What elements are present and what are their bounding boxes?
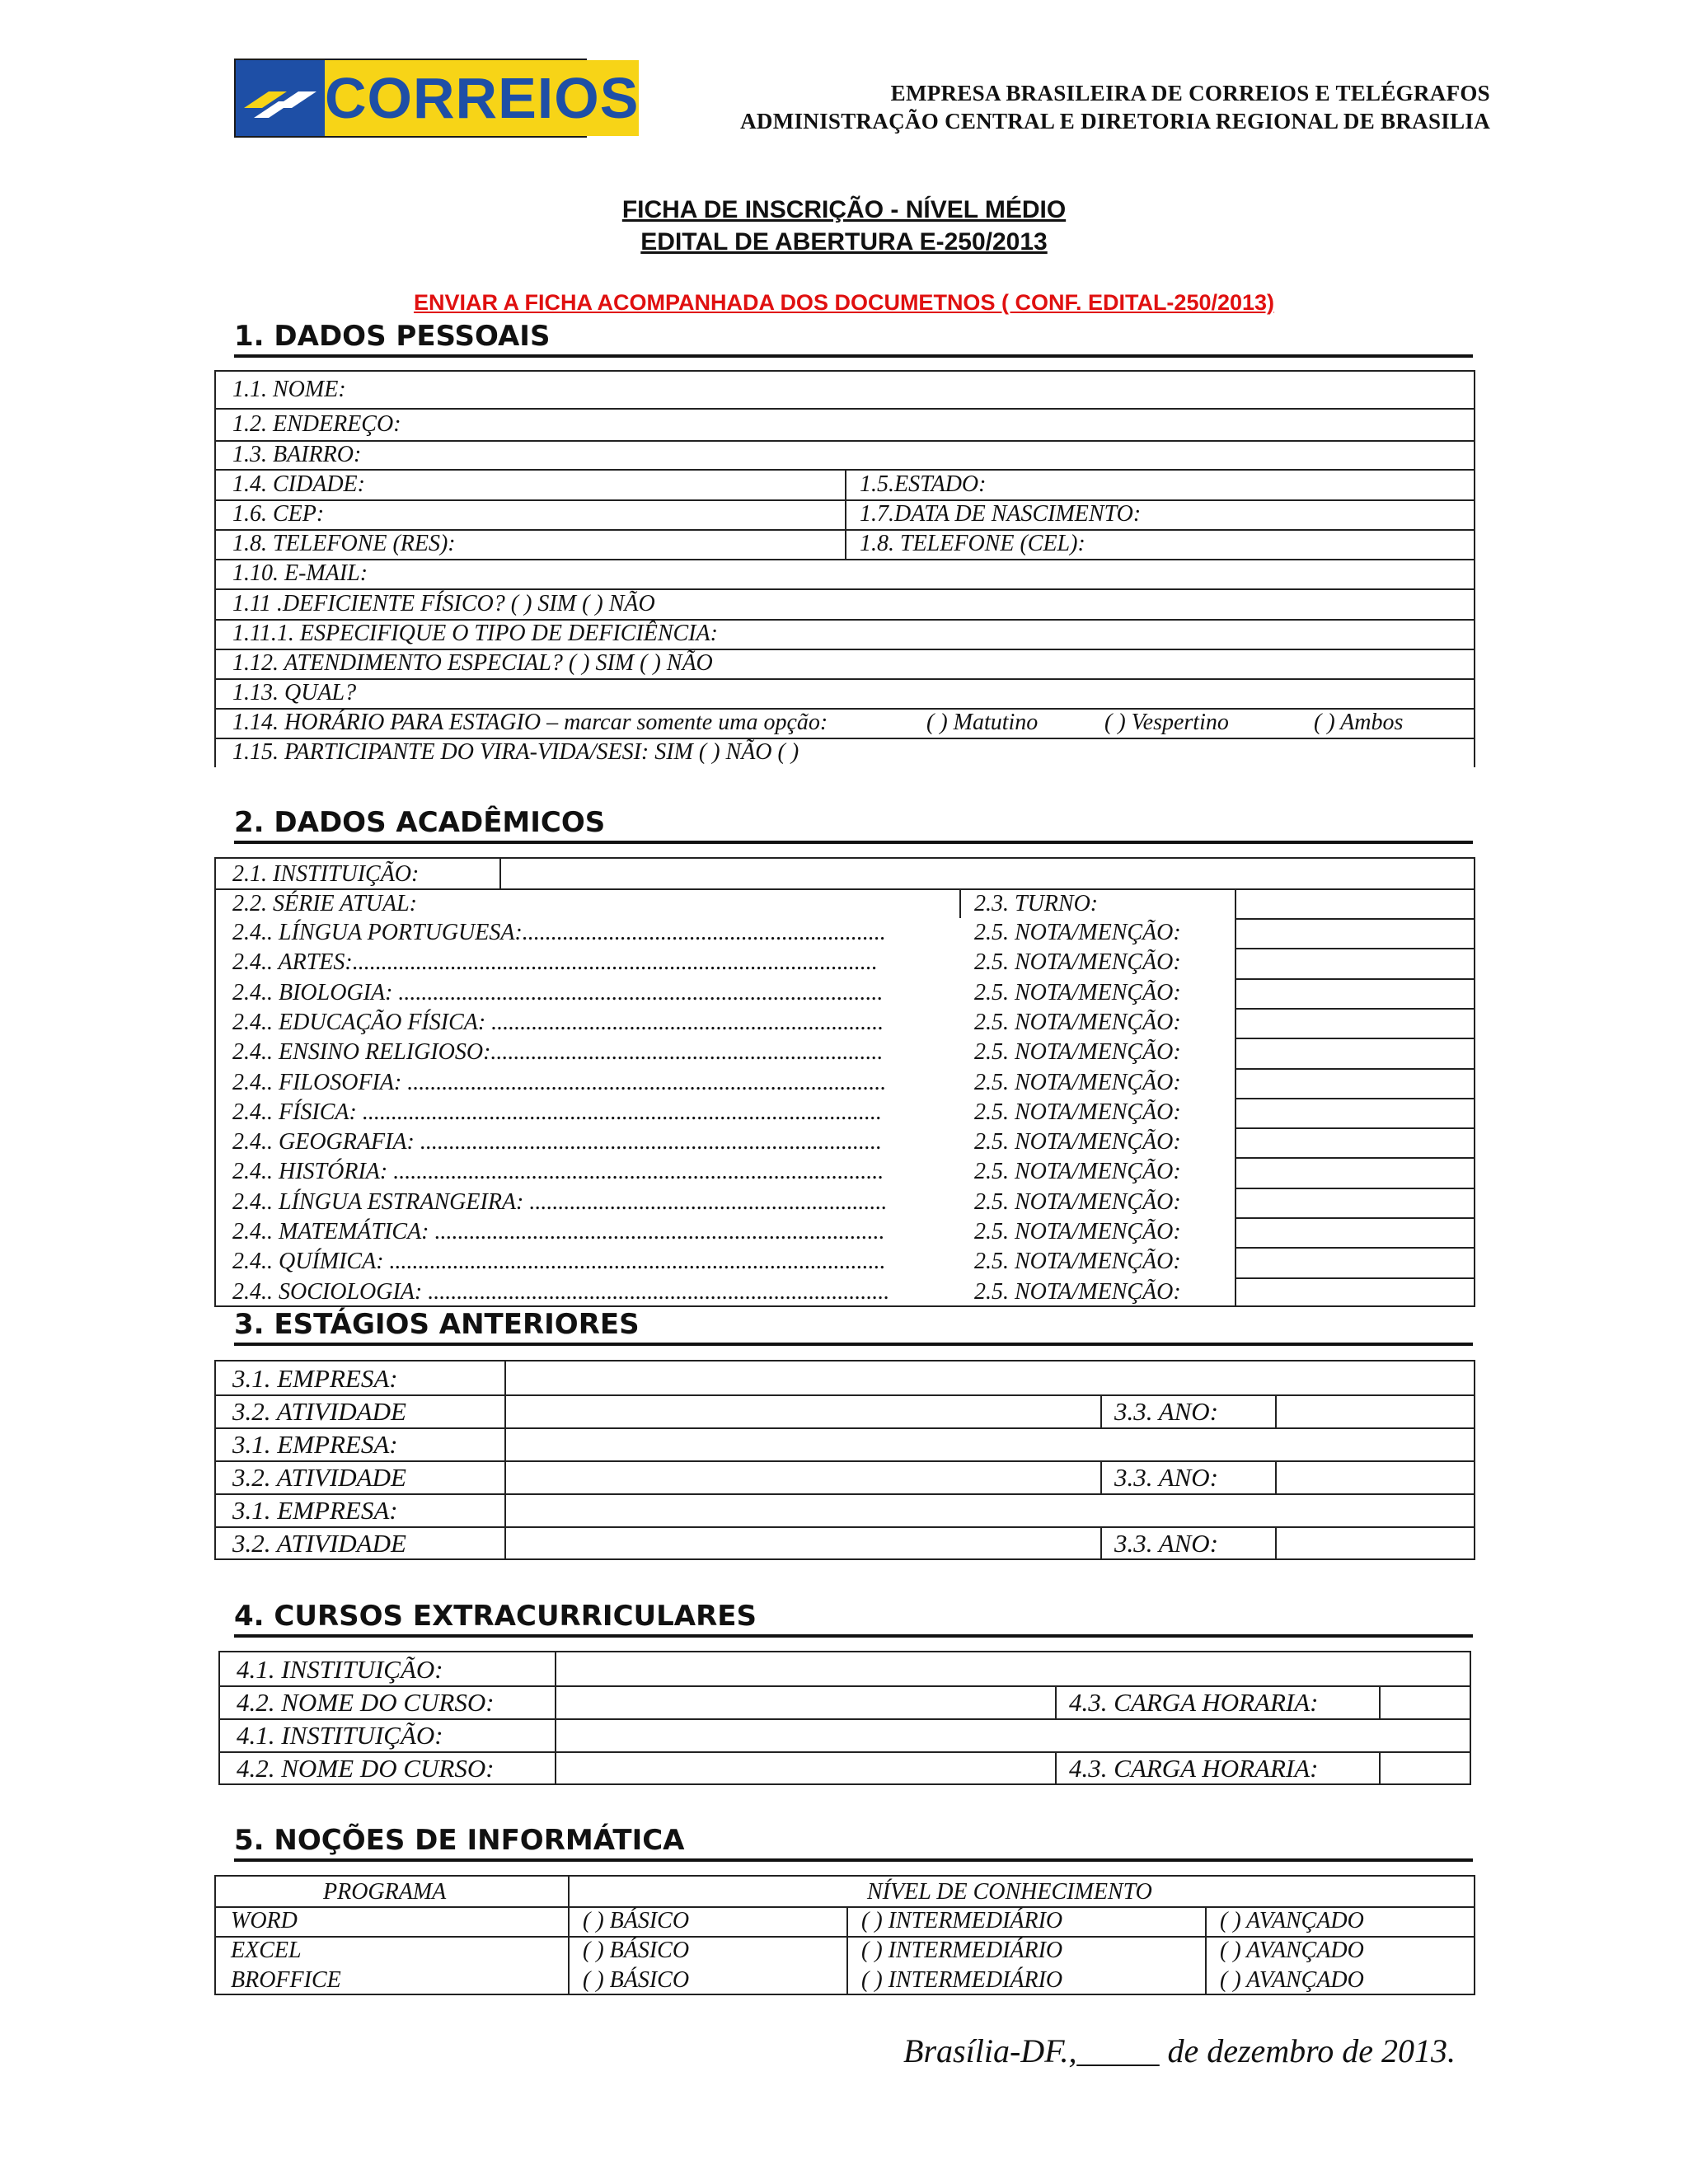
correios-logo — [234, 59, 640, 138]
nota-mencao-label: 2.5. NOTA/MENÇÃO: — [974, 920, 1181, 945]
program-name: WORD — [231, 1908, 298, 1933]
nota-input[interactable] — [1236, 1070, 1475, 1098]
subject-row-label: 2.4.. QUÍMICA: ...................................................................................... — [232, 1249, 886, 1275]
nota-mencao-label: 2.5. NOTA/MENÇÃO: — [974, 949, 1181, 976]
subject-row-label: 2.4.. FILOSOFIA: ................................................................................... — [232, 1069, 887, 1095]
field-carga-horaria-2[interactable]: 4.3. CARGA HORARIA: — [1069, 1754, 1319, 1783]
field-curso-instituicao-2[interactable]: 4.1. INSTITUIÇÃO: — [237, 1721, 443, 1750]
computer-skills-table — [214, 1875, 1475, 1995]
subject-row-label: 2.4.. LÍNGUA ESTRANGEIRA: .............................................................. — [232, 1188, 888, 1215]
field-cidade[interactable]: 1.4. CIDADE: — [232, 471, 365, 497]
field-telefone-res[interactable]: 1.8. TELEFONE (RES): — [232, 531, 456, 556]
section-heading-cursos: 4. CURSOS EXTRACURRICULARES — [234, 1600, 1473, 1638]
field-telefone-cel[interactable]: 1.8. TELEFONE (CEL): — [860, 531, 1085, 556]
field-empresa-3[interactable]: 3.1. EMPRESA: — [232, 1496, 398, 1525]
option-basico[interactable]: ( ) BÁSICO — [583, 1967, 690, 1993]
nota-input[interactable] — [1236, 1129, 1475, 1157]
nota-input[interactable] — [1236, 1159, 1475, 1187]
subject-row-label: 2.4.. GEOGRAFIA: ................................................................................ — [232, 1129, 882, 1155]
field-endereco[interactable]: 1.2. ENDEREÇO: — [232, 411, 401, 437]
field-nome-curso-1[interactable]: 4.2. NOME DO CURSO: — [237, 1688, 495, 1717]
section-heading-estagios-anteriores: 3. ESTÁGIOS ANTERIORES — [234, 1308, 1473, 1346]
nota-input[interactable] — [1236, 1010, 1475, 1038]
option-avancado[interactable]: ( ) AVANÇADO — [1220, 1908, 1364, 1933]
field-data-nascimento[interactable]: 1.7.DATA DE NASCIMENTO: — [860, 501, 1142, 527]
section-heading-dados-pessoais: 1. DADOS PESSOAIS — [234, 320, 1473, 358]
program-name: BROFFICE — [231, 1967, 341, 1993]
field-empresa-2[interactable]: 3.1. EMPRESA: — [232, 1430, 398, 1459]
nota-mencao-label: 2.5. NOTA/MENÇÃO: — [974, 1099, 1181, 1125]
field-ano-3[interactable]: 3.3. ANO: — [1114, 1529, 1219, 1558]
field-nome[interactable]: 1.1. NOME: — [232, 377, 346, 402]
nota-mencao-label: 2.5. NOTA/MENÇÃO: — [974, 1039, 1181, 1066]
field-ano-1[interactable]: 3.3. ANO: — [1114, 1397, 1219, 1426]
subject-row-label: 2.4.. FÍSICA: .......................................................................................... — [232, 1099, 882, 1125]
field-empresa-1[interactable]: 3.1. EMPRESA: — [232, 1364, 398, 1393]
field-atividade-1[interactable]: 3.2. ATIVIDADE — [232, 1397, 406, 1426]
field-atividade-3[interactable]: 3.2. ATIVIDADE — [232, 1529, 406, 1558]
date-signature-line[interactable]: Brasília-DF.,_____ de dezembro de 2013. — [903, 2032, 1456, 2069]
field-qual[interactable]: 1.13. QUAL? — [232, 680, 357, 705]
nota-mencao-label: 2.5. NOTA/MENÇÃO: — [974, 1278, 1181, 1305]
form-subtitle: EDITAL DE ABERTURA E-250/2013 — [640, 228, 1048, 255]
section-heading-dados-academicos: 2. DADOS ACADÊMICOS — [234, 806, 1473, 844]
correios-logo-mark — [236, 60, 325, 136]
option-matutino[interactable]: ( ) Matutino — [926, 710, 1039, 735]
field-atendimento-especial[interactable]: 1.12. ATENDIMENTO ESPECIAL? ( ) SIM ( ) NÃO — [232, 650, 713, 676]
nota-mencao-label: 2.5. NOTA/MENÇÃO: — [974, 1009, 1181, 1035]
nota-input[interactable] — [1236, 1039, 1475, 1067]
courses-table — [218, 1651, 1471, 1785]
column-programa: PROGRAMA — [323, 1879, 447, 1905]
field-deficiente-fisico[interactable]: 1.11 .DEFICIENTE FÍSICO? ( ) SIM ( ) NÃO — [232, 591, 655, 616]
subject-row-label: 2.4.. LÍNGUA PORTUGUESA:............................................................... — [232, 920, 886, 945]
nota-input[interactable] — [1236, 1099, 1475, 1127]
option-basico[interactable]: ( ) BÁSICO — [583, 1908, 690, 1933]
field-curso-instituicao-1[interactable]: 4.1. INSTITUIÇÃO: — [237, 1655, 443, 1684]
field-horario-estagio: 1.14. HORÁRIO PARA ESTAGIO – marcar somente uma opção: — [232, 710, 828, 735]
nota-mencao-label: 2.5. NOTA/MENÇÃO: — [974, 979, 1181, 1005]
org-department: ADMINISTRAÇÃO CENTRAL E DIRETORIA REGIONAL DE BRASILIA — [740, 109, 1490, 134]
subject-row-label: 2.4.. ENSINO RELIGIOSO:.................................................................... — [232, 1039, 884, 1066]
field-carga-horaria-1[interactable]: 4.3. CARGA HORARIA: — [1069, 1688, 1319, 1717]
nota-input[interactable] — [1236, 1189, 1475, 1217]
nota-mencao-label: 2.5. NOTA/MENÇÃO: — [974, 1159, 1181, 1185]
field-nome-curso-2[interactable]: 4.2. NOME DO CURSO: — [237, 1754, 495, 1783]
option-avancado[interactable]: ( ) AVANÇADO — [1220, 1967, 1364, 1993]
field-atividade-2[interactable]: 3.2. ATIVIDADE — [232, 1463, 406, 1492]
nota-input[interactable] — [1236, 920, 1475, 948]
nota-input[interactable] — [1236, 980, 1475, 1008]
option-avancado[interactable]: ( ) AVANÇADO — [1220, 1938, 1364, 1963]
field-bairro[interactable]: 1.3. BAIRRO: — [232, 442, 362, 467]
field-vira-vida[interactable]: 1.15. PARTICIPANTE DO VIRA-VIDA/SESI: SIM ( ) NÃO ( ) — [232, 739, 799, 765]
option-intermediario[interactable]: ( ) INTERMEDIÁRIO — [861, 1967, 1063, 1993]
nota-mencao-label: 2.5. NOTA/MENÇÃO: — [974, 1219, 1181, 1244]
nota-mencao-label: 2.5. NOTA/MENÇÃO: — [974, 1069, 1181, 1095]
nota-input[interactable] — [1236, 1249, 1475, 1277]
option-intermediario[interactable]: ( ) INTERMEDIÁRIO — [861, 1938, 1063, 1963]
field-instituicao[interactable]: 2.1. INSTITUIÇÃO: — [232, 861, 420, 887]
field-email[interactable]: 1.10. E-MAIL: — [232, 560, 368, 586]
nota-input[interactable] — [1236, 949, 1475, 977]
org-name: EMPRESA BRASILEIRA DE CORREIOS E TELÉGRAFOS — [890, 81, 1490, 105]
option-basico[interactable]: ( ) BÁSICO — [583, 1938, 690, 1963]
option-vespertino[interactable]: ( ) Vespertino — [1104, 710, 1229, 735]
red-notice: ENVIAR A FICHA ACOMPANHADA DOS DOCUMETNOS ( CONF. EDITAL-250/2013) — [413, 290, 1275, 315]
option-ambos[interactable]: ( ) Ambos — [1314, 710, 1404, 735]
field-tipo-deficiencia[interactable]: 1.11.1. ESPECIFIQUE O TIPO DE DEFICIÊNCIA: — [232, 621, 718, 646]
logo-wordmark: CORREIOS — [325, 60, 639, 136]
academic-data-table — [214, 857, 1475, 1307]
field-turno[interactable]: 2.3. TURNO: — [974, 891, 1099, 916]
subject-row-label: 2.4.. ARTES:........................................................................................... — [232, 949, 878, 976]
subject-row-label: 2.4.. EDUCAÇÃO FÍSICA: .................................................................... — [232, 1009, 884, 1035]
subject-row-label: 2.4.. BIOLOGIA: .................................................................................... — [232, 979, 884, 1005]
field-cep[interactable]: 1.6. CEP: — [232, 501, 325, 527]
nota-mencao-label: 2.5. NOTA/MENÇÃO: — [974, 1188, 1181, 1215]
nota-mencao-label: 2.5. NOTA/MENÇÃO: — [974, 1249, 1181, 1275]
section-heading-informatica: 5. NOÇÕES DE INFORMÁTICA — [234, 1824, 1473, 1862]
program-name: EXCEL — [231, 1938, 302, 1963]
nota-input[interactable] — [1236, 1219, 1475, 1247]
field-ano-2[interactable]: 3.3. ANO: — [1114, 1463, 1219, 1492]
option-intermediario[interactable]: ( ) INTERMEDIÁRIO — [861, 1908, 1063, 1933]
form-title: FICHA DE INSCRIÇÃO - NÍVEL MÉDIO — [621, 196, 1067, 223]
subject-row-label: 2.4.. MATEMÁTICA: .............................................................................. — [232, 1219, 885, 1244]
nota-input[interactable] — [1236, 1279, 1475, 1307]
column-nivel-conhecimento: NÍVEL DE CONHECIMENTO — [867, 1879, 1152, 1905]
nota-mencao-label: 2.5. NOTA/MENÇÃO: — [974, 1129, 1181, 1155]
subject-row-label: 2.4.. HISTÓRIA: ..................................................................................... — [232, 1159, 884, 1185]
personal-data-table — [214, 370, 1475, 767]
field-serie-atual[interactable]: 2.2. SÉRIE ATUAL: — [232, 891, 417, 916]
field-estado[interactable]: 1.5.ESTADO: — [860, 471, 987, 497]
internships-table — [214, 1360, 1475, 1560]
subject-row-label: 2.4.. SOCIOLOGIA: ................................................................................ — [232, 1278, 890, 1305]
